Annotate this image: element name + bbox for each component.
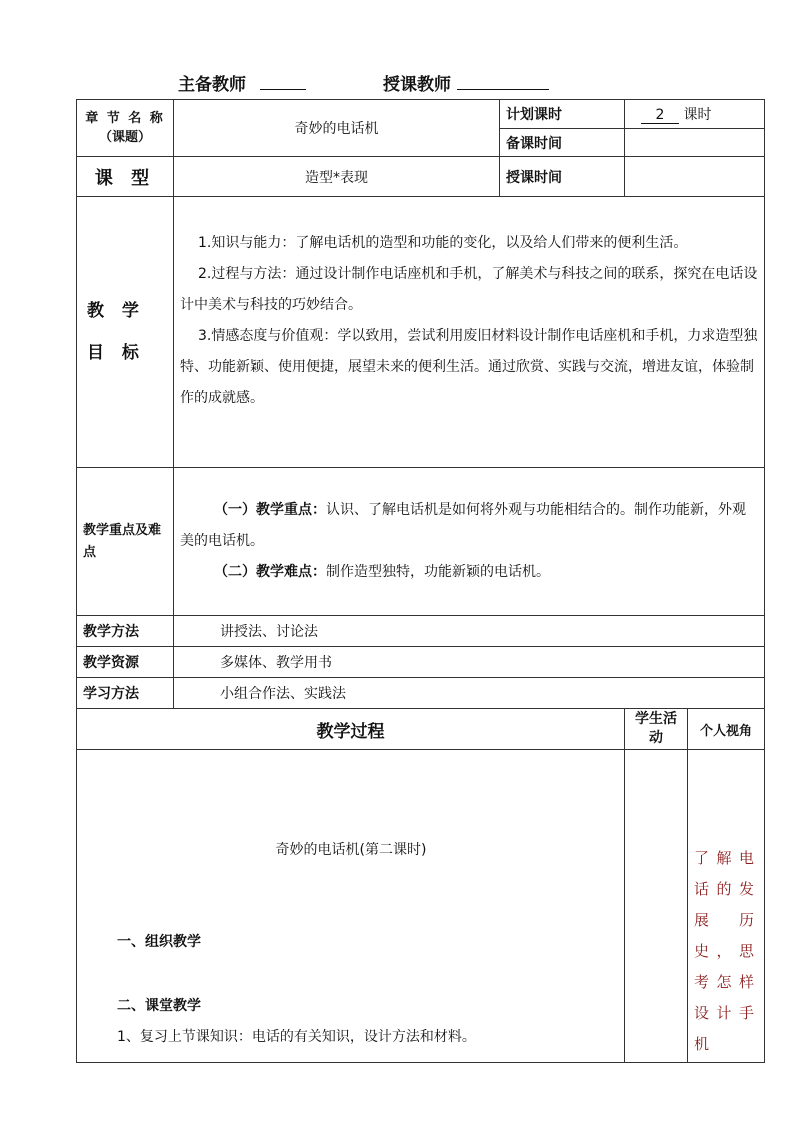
chapter-label xyxy=(77,100,174,157)
teach-time-label: 授课时间 xyxy=(500,157,625,197)
student-activity-cell[interactable] xyxy=(625,750,688,1063)
planned-hours-label: 计划课时 xyxy=(500,100,625,129)
lead-teacher-blank[interactable] xyxy=(260,71,306,90)
planned-hours-value: 2 xyxy=(641,107,679,124)
objectives-content xyxy=(174,197,765,468)
learning-method-value[interactable]: 小组合作法、实践法 xyxy=(174,678,765,709)
method-label: 教学方法 xyxy=(77,616,174,647)
method-value[interactable]: 讲授法、讨论法 xyxy=(174,616,765,647)
teaching-teacher-label: 授课教师 xyxy=(383,75,451,95)
lesson-title: 奇妙的电话机(第二课时) xyxy=(275,842,427,858)
difficulty-label: （二）教学难点： xyxy=(214,564,326,580)
planned-hours-cell[interactable] xyxy=(625,100,765,129)
objectives-label-line1: 教 学 xyxy=(87,301,145,321)
prep-time-label: 备课时间 xyxy=(500,129,625,157)
key-point-label: （一）教学重点： xyxy=(214,502,326,518)
personal-note: 了解电话的发展历史，思考怎样设计手机 xyxy=(694,849,759,1053)
planned-hours-unit: 课时 xyxy=(683,107,712,123)
teaching-teacher xyxy=(383,70,549,95)
type-value[interactable]: 造型*表现 xyxy=(174,157,500,197)
learning-method-label: 学习方法 xyxy=(77,678,174,709)
teaching-teacher-blank[interactable] xyxy=(457,71,549,90)
process-body-row xyxy=(77,750,765,1063)
resource-label: 教学资源 xyxy=(77,647,174,678)
chapter-label-line1: 章 节 名 称 xyxy=(85,111,165,126)
chapter-value[interactable]: 奇妙的电话机 xyxy=(174,100,500,157)
lead-teacher-label: 主备教师 xyxy=(178,75,246,95)
focus-label: 教学重点及难点 xyxy=(77,468,174,616)
step-classroom: 二、课堂教学 xyxy=(117,998,201,1014)
key-point-text: 认识、了解电话机是如何将外观与功能相结合的。制作功能新，外观美的电话机。 xyxy=(180,502,746,549)
resource-value[interactable]: 多媒体、教学用书 xyxy=(174,647,765,678)
method-row xyxy=(77,616,765,647)
chapter-row-1 xyxy=(77,100,765,129)
objective-item: 2.过程与方法：通过设计制作电话座机和手机，了解美术与科技之间的联系，探究在电话设计中美术与科技的巧妙结合。 xyxy=(180,266,758,313)
difficulty xyxy=(180,557,758,588)
personal-view-header: 个人视角 xyxy=(688,709,765,750)
process-title: 教学过程 xyxy=(77,709,625,750)
step-review: 1、复习上节课知识：电话的有关知识，设计方法和材料。 xyxy=(117,1029,476,1045)
learning-method-row xyxy=(77,678,765,709)
type-row xyxy=(77,157,765,197)
objectives-label xyxy=(77,197,174,468)
student-activity-header: 学生活动 xyxy=(625,709,688,750)
focus-row xyxy=(77,468,765,616)
process-header-row xyxy=(77,709,765,750)
resource-row xyxy=(77,647,765,678)
focus-content xyxy=(174,468,765,616)
step-organize: 一、组织教学 xyxy=(117,934,201,950)
type-label: 课 型 xyxy=(77,157,174,197)
objectives-row xyxy=(77,197,765,468)
lesson-plan-table xyxy=(76,99,765,1063)
objectives-label-line2: 目 标 xyxy=(87,343,145,363)
prep-time-value[interactable] xyxy=(625,129,765,157)
personal-note-cell[interactable] xyxy=(688,750,765,1063)
objective-item: 1.知识与能力：了解电话机的造型和功能的变化，以及给人们带来的便利生活。 xyxy=(198,235,688,251)
lead-teacher xyxy=(178,70,306,95)
teach-time-value[interactable] xyxy=(625,157,765,197)
document-header xyxy=(0,68,794,94)
difficulty-text: 制作造型独特，功能新颖的电话机。 xyxy=(326,564,550,580)
objective-item: 3.情感态度与价值观：学以致用，尝试利用废旧材料设计制作电话座机和手机，力求造型独特、功能新颖、使用便捷，展望未来的便利生活。通过欣赏、实践与交流，增进友谊，体验制作的成就感。 xyxy=(180,328,758,406)
process-content xyxy=(77,750,625,1063)
chapter-label-line2: （课题） xyxy=(98,130,151,145)
key-point xyxy=(180,495,758,557)
